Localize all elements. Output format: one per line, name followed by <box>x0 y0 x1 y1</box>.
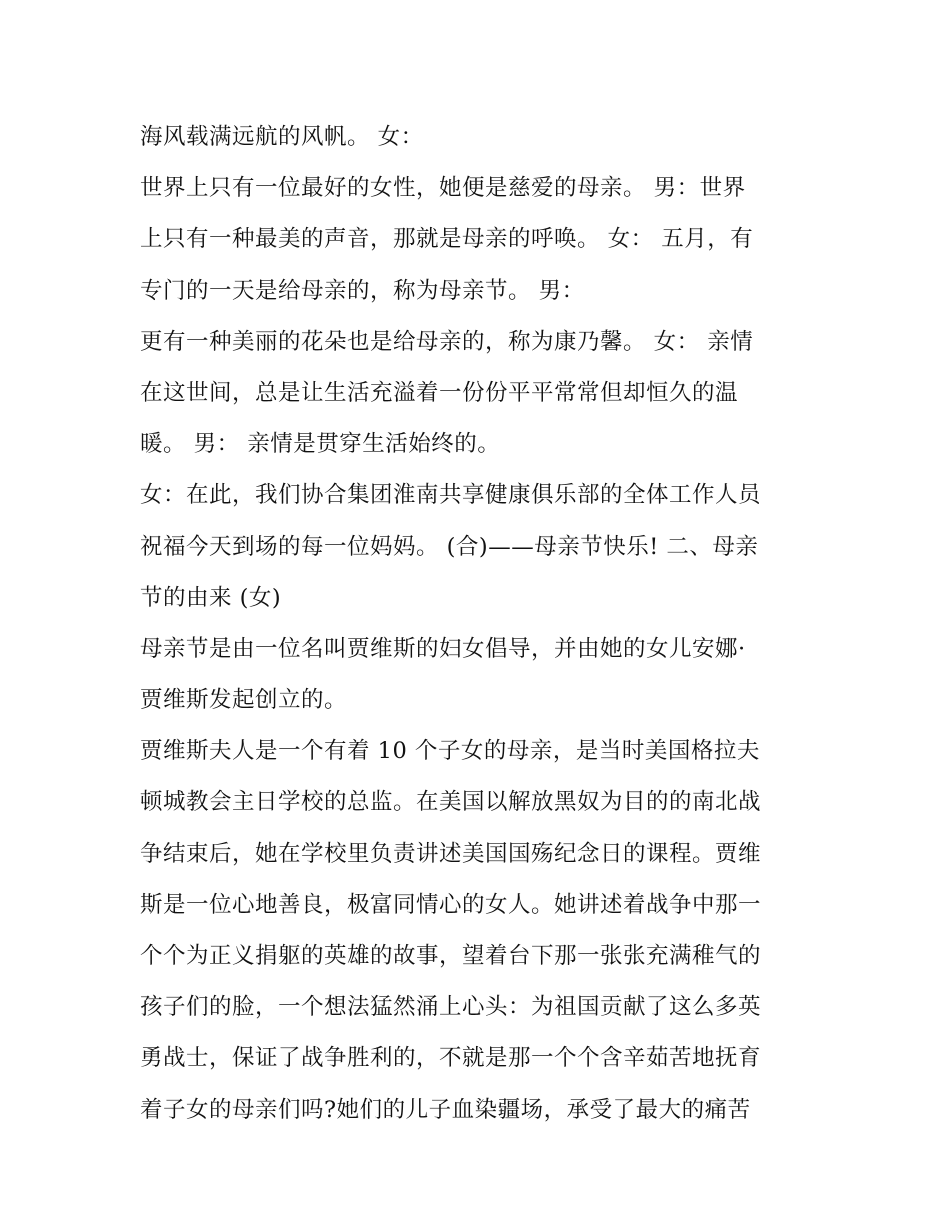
text-line: 个个为正义捐躯的英雄的故事，望着台下那一张张充满稚气的 <box>140 943 762 969</box>
text-line: 勇战士，保证了战争胜利的，不就是那一个个含辛茹苦地抚育 <box>140 1045 762 1072</box>
text-line: 在这世间，总是让生活充溢着一份份平平常常但却恒久的温 <box>140 379 739 406</box>
text-line: 争结束后，她在学校里负责讲述美国国殇纪念日的课程。贾维 <box>140 840 762 867</box>
text-line: 祝福今天到场的每一位妈妈。 (合)——母亲节快乐! 二、母亲 <box>140 533 759 560</box>
text-line: 节的由来 (女) <box>140 584 282 611</box>
text-line: 贾维斯夫人是一个有着 10 个子女的母亲，是当时美国格拉夫 <box>140 738 760 765</box>
text-line: 贾维斯发起创立的。 <box>140 687 348 714</box>
text-line: 斯是一位心地善良，极富同情心的女人。她讲述着战争中那一 <box>140 891 762 918</box>
text-line: 暖。 男： 亲情是贯穿生活始终的。 <box>140 431 501 458</box>
text-line: 海风载满远航的风帆。 女： <box>140 124 424 150</box>
text-line: 女：在此，我们协合集团淮南共享健康俱乐部的全体工作人员 <box>140 482 762 509</box>
text-line: 着子女的母亲们吗?她们的儿子血染疆场，承受了最大的痛苦 <box>140 1096 751 1123</box>
text-line: 更有一种美丽的花朵也是给母亲的，称为康乃馨。 女： 亲情 <box>140 328 754 355</box>
text-line: 世界上只有一位最好的女性，她便是慈爱的母亲。 男：世界 <box>140 175 746 202</box>
text-line: 孩子们的脸，一个想法猛然涌上心头：为祖国贡献了这么多英 <box>140 994 762 1021</box>
text-line: 顿城教会主日学校的总监。在美国以解放黑奴为目的的南北战 <box>140 789 762 816</box>
text-line: 上只有一种最美的声音，那就是母亲的呼唤。 女： 五月，有 <box>140 226 754 253</box>
text-line: 母亲节是由一位名叫贾维斯的妇女倡导，并由她的女儿安娜· <box>140 635 746 662</box>
text-line: 专门的一天是给母亲的，称为母亲节。 男： <box>140 277 585 304</box>
